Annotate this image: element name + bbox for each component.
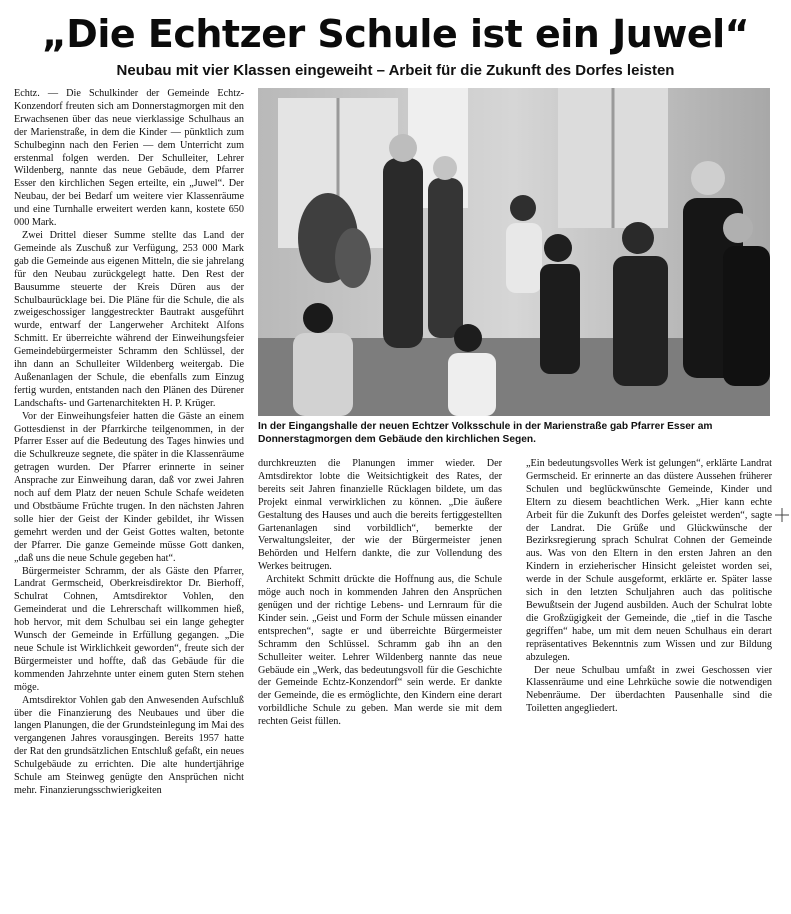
paragraph: Der neue Schulbau umfaßt in zwei Geschossen vier Klassenräume und eine Lehrküche sowie die notwendigen Nebenräume. Der überdachten Pausenhalle sind die Toiletten angegliedert. bbox=[526, 664, 772, 715]
crop-mark-icon bbox=[775, 508, 789, 522]
paragraph: Architekt Schmitt drückte die Hoffnung aus, die Schule möge auch noch in kommenden Jahren den Ansprüchen genügen und der richtige Lebens- und Lernraum für die Kinder sein. „Geist und Form der Schule müssen einander entsprechen“, sagte er und überreichte Bürgermeister Schramm den Schlüssel. Schramm gab ihn an den Schulleiter weiter. Lehrer Wildenberg nannte das neue Gebäude ein „Werk, das bedeutungsvoll für die Geschichte der Gemeinde Echtz-Konzendorf“ sein werde. Er dankte der Gemeinde, die es ermöglichte, den Kindern eine derart vorbildliche Schule zu geben. Man werde sie mit dem rechten Geist füllen. bbox=[258, 574, 502, 728]
paragraph: Echtz. — Die Schulkinder der Gemeinde Echtz-Konzendorf freuten sich am Donnerstagmorgen mit den Erwachsenen über das neue vierklassige Schulhaus an der Marienstraße, in dem die Kinder — pünktlich zum Schulbeginn nach den Ferien — dem Unterricht zum erstenmal folgen werden. Der Schulleiter, Lehrer Wildenberg, nannte das neue Gebäude, dem Pfarrer Esser den kirchlichen Segen erteilte, ein „Juwel“. Der Neubau, der bei Bedarf um weitere vier Klassenräume und eine Turnhalle erweitert werden kann, kostete 650 000 Mark. bbox=[14, 88, 244, 229]
photo-illustration bbox=[258, 88, 770, 416]
headline: „Die Echtzer Schule ist ein Juwel“ bbox=[41, 12, 750, 56]
paragraph: Amtsdirektor Vohlen gab den Anwesenden Aufschluß über die Finanzierung des Neubaues und über die langen Planungen, die der Grundsteinlegung im Mai des vergangenen Jahres vorausgingen. Bereits 1957 hatte der Rat den grundsätzlichen Entschluß gefaßt, ein neues Schulgebäude zu errichten. Die alte hundertjährige Schule am Steinweg genügte den Ansprüchen nicht mehr. Finanzierungsschwierigkeiten bbox=[14, 694, 244, 796]
photo-caption: In der Eingangshalle der neuen Echtzer Volksschule in der Marienstraße gab Pfarrer Esser am Donnerstagmorgen dem Gebäude den kirchlichen Segen. bbox=[258, 421, 713, 445]
article-column-3 bbox=[526, 458, 772, 758]
paragraph: Vor der Einweihungsfeier hatten die Gäste an einem Gottesdienst in der Pfarrkirche teilgenommen, in der Pfarrer Esser auf die Bedeutung des Tages hinwies und die Schulkreuze segnete, die später in die Klassenräume getragen wurden. Der Pfarrer erinnerte in seiner Ansprache zur Einweihung daran, daß vor zwei Jahren noch auf dem Platz der neuen Schule Schafe weideten und Obstbäume Früchte trugen. In den nächsten Jahren solle hier der Geist der Kinder gebildet, ihr Wissen gemehrt werden und der Geist Gottes walten, betonte der Pfarrer. Die ganze Gemeinde müsse Gott danken, „daß uns die neue Schule gegeben hat“. bbox=[14, 410, 244, 564]
paragraph: Zwei Drittel dieser Summe stellte das Land der Gemeinde als Zuschuß zur Verfügung, 253 000 Mark gab die Gemeinde aus eigenen Mitteln, die sie jahrelang für den Neubau zurückgelegt hatte. Den Rest der Bausumme steuerte der Kreis Düren aus der Schulbaurücklage bei. Die Pläne für die Schule, die als zweigeschossiger langgestreckter Bautrakt ausgeführt wurde, entwarf der Langerweher Architekt Alfons Schmitt. Er überreichte während der Einweihungsfeier Gemeindebürgermeister Schramm den Schlüssel, der ihn dann an Schulleiter Wildenberg weitergab. Die Außenanlagen der Schule, die ebenfalls zum Einzug fertig wurden, entstanden nach den Plänen des Dürener Landschafts- und Gartenarchitekten H. P. Krüger. bbox=[14, 229, 244, 409]
paragraph: „Ein bedeutungsvolles Werk ist gelungen“, erklärte Landrat Germscheid. Er erinnerte an das düstere Aussehen früherer Schulen und beglückwünschte Gemeinde, Kinder und Eltern zu diesem beachtlichen Werk. „Hier kann echte Arbeit für die Zukunft des Dorfes geleistet werden“, sagte der Landrat. Die Grüße und Glückwünsche der Bezirksregierung sprach Schulrat Cohnen der Gemeinde aus. Was von den Eltern in den ersten Jahren an den Kindern in erzieherischer Hinsicht geleistet worden sei, werde in der Schule ausgeformt, erklärte er. Später lasse sich in den letzten Schuljahren auch das politische Bewußtsein der Jugend ausbilden. Auch der Schulrat lobte die Großzügigkeit der Gemeinde, die „tief in die Tasche gegriffen“ habe, um mit dem neuen Schulhaus ein derart repräsentatives Bekenntnis zum Wissen und zur Bildung abzulegen. bbox=[526, 458, 772, 663]
paragraph: durchkreuzten die Planungen immer wieder. Der Amtsdirektor lobte die Weitsichtigkeit des Rates, der bereits seit Jahren finanzielle Rücklagen bildete, um das Projekt einmal verwirklichen zu können. „Die äußere Gestaltung des Hauses und auch die bereits fertiggestellten Gartenanlagen sind vorbildlich“, bemerkte der Verwaltungsleiter, der wie der Bürgermeister jenen Behörden und Helfern dankte, die zur Vollendung des Werkes beitrugen. bbox=[258, 458, 502, 573]
subheadline: Neubau mit vier Klassen eingeweiht – Arbeit für die Zukunft des Dorfes leisten bbox=[116, 62, 675, 79]
article-column-1 bbox=[14, 88, 244, 910]
news-photo bbox=[258, 88, 770, 416]
paragraph: Bürgermeister Schramm, der als Gäste den Pfarrer, Landrat Germscheid, Oberkreisdirektor Dr. Bierhoff, Schulrat Cohnen, Amtsdirektor Vohlen, den Gemeinderat und die Lehrerschaft willkommen hieß, hob hervor, mit dem Schulbau sei ein lange gehegter Wunsch der Gemeinde in Erfüllung gegangen. „Die neue Schule ist Wirklichkeit geworden“, freute sich der Bürgermeister und hoffte, daß das Gebäude für die kommenden Jahrzehnte unter einem guten Stern stehen möge. bbox=[14, 565, 244, 693]
article-column-2 bbox=[258, 458, 502, 728]
